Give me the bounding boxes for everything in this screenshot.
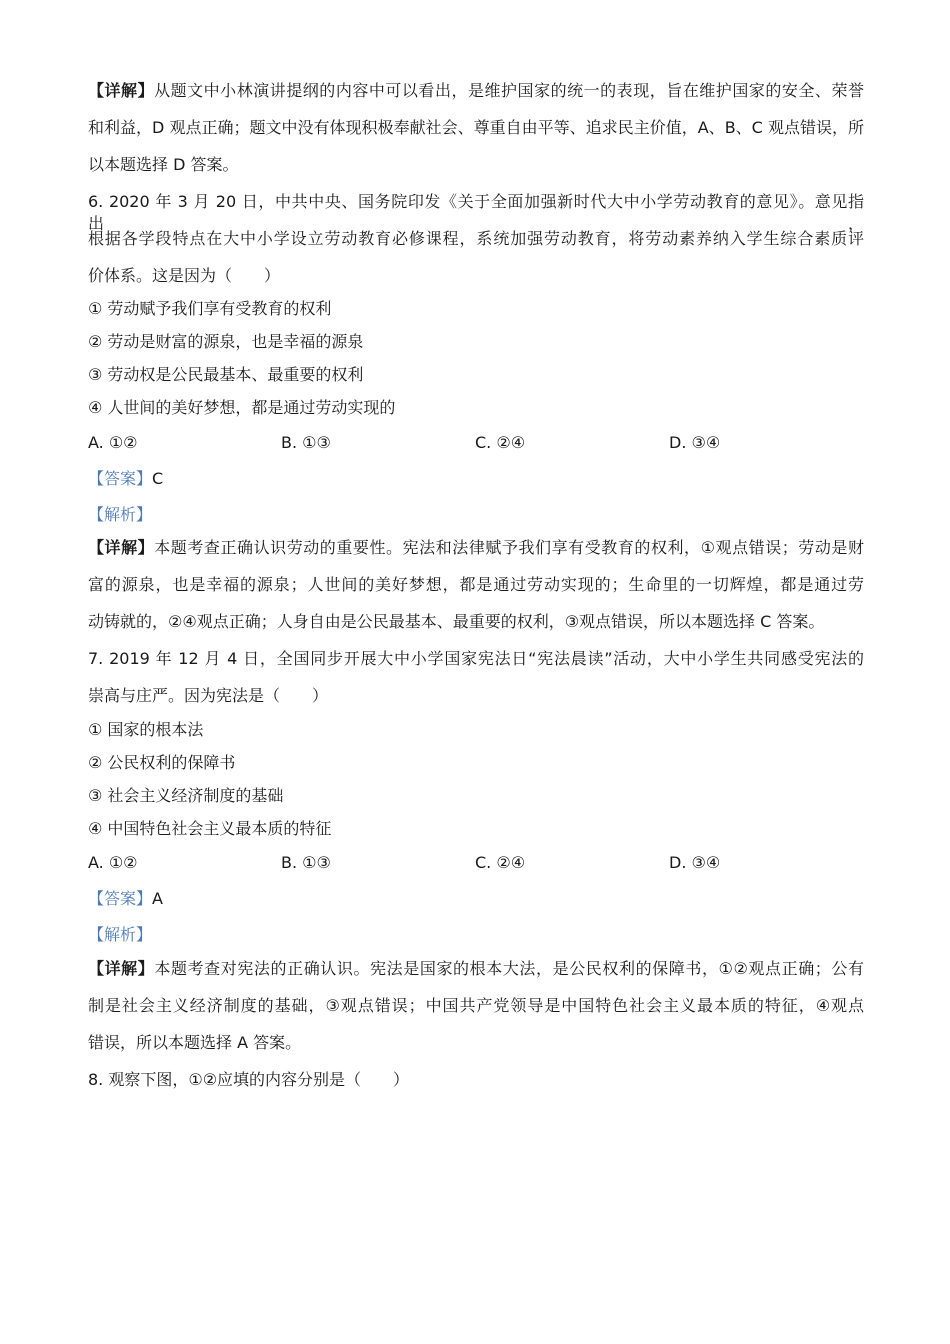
q7-option-c: C. ②④ xyxy=(475,853,526,872)
q6-detail-line-3: 动铸就的，②④观点正确；人身自由是公民最基本、最重要的权利，③观点错误，所以本题选择 C 答案。 xyxy=(88,612,825,631)
q7-detail-line-1: 【详解】本题考查对宪法的正确认识。宪法是国家的根本大法，是公民权利的保障书，①②观点正确；公有 xyxy=(88,959,864,978)
answer-tag: 【答案】 xyxy=(88,889,153,908)
q7-statement-4: ④ 中国特色社会主义最本质的特征 xyxy=(88,819,332,838)
q7-option-d: D. ③④ xyxy=(669,853,721,872)
q7-stem-line-1: 7. 2019 年 12 月 4 日，全国同步开展大中小学国家宪法日“宪法晨读”活动，大中小学生共同感受宪法的 xyxy=(88,649,864,668)
q5-detail-line-2: 和利益，D 观点正确；题文中没有体现积极奉献社会、尊重自由平等、追求民主价值，A、B、C 观点错误，所 xyxy=(88,118,864,137)
q7-answer xyxy=(88,888,163,910)
q7-stem-line-2: 崇高与庄严。因为宪法是（ ） xyxy=(88,686,329,705)
q6-option-d: D. ③④ xyxy=(669,433,721,452)
q7-statement-1: ① 国家的根本法 xyxy=(88,720,204,739)
q6-option-a: A. ①② xyxy=(88,433,138,452)
q7-option-b: B. ①③ xyxy=(281,853,331,872)
q6-answer xyxy=(88,468,163,490)
q7-statement-3: ③ 社会主义经济制度的基础 xyxy=(88,786,284,805)
q6-statement-2: ② 劳动是财富的源泉，也是幸福的源泉 xyxy=(88,332,364,351)
q5-detail-line-3: 以本题选择 D 答案。 xyxy=(88,155,239,174)
q7-statement-2: ② 公民权利的保障书 xyxy=(88,753,236,772)
q7-analysis-tag: 【解析】 xyxy=(88,925,153,944)
answer-value: A xyxy=(152,889,163,908)
detail-tag: 【详解】 xyxy=(88,81,155,100)
q5-detail-line-1: 【详解】从题文中小林演讲提纲的内容中可以看出，是维护国家的统一的表现，旨在维护国家的安全、荣誉 xyxy=(88,81,864,100)
q8-stem-line-1: 8. 观察下图，①②应填的内容分别是（ ） xyxy=(88,1070,410,1089)
answer-tag: 【答案】 xyxy=(88,469,153,488)
q6-option-b: B. ①③ xyxy=(281,433,331,452)
answer-value: C xyxy=(152,469,164,488)
q7-detail-line-2: 制是社会主义经济制度的基础，③观点错误；中国共产党领导是中国特色社会主义最本质的特征，④观点 xyxy=(88,996,864,1015)
q6-stem-line-2: 根据各学段特点在大中小学设立劳动教育必修课程，系统加强劳动教育，将劳动素养纳入学生综合素质评 xyxy=(88,229,864,248)
detail-tag: 【详解】 xyxy=(88,959,155,978)
q6-option-c: C. ②④ xyxy=(475,433,526,452)
q6-detail-line-2: 富的源泉，也是幸福的源泉；人世间的美好梦想，都是通过劳动实现的；生命里的一切辉煌，都是通过劳 xyxy=(88,575,864,594)
q6-statement-3: ③ 劳动权是公民最基本、最重要的权利 xyxy=(88,365,364,384)
detail-tag: 【详解】 xyxy=(88,538,155,557)
q7-detail-line-3: 错误，所以本题选择 A 答案。 xyxy=(88,1033,302,1052)
q6-detail-line-1: 【详解】本题考查正确认识劳动的重要性。宪法和法律赋予我们享有受教育的权利，①观点错误；劳动是财 xyxy=(88,538,864,557)
q6-stem-line-3: 价体系。这是因为（ ） xyxy=(88,266,281,285)
q6-statement-1: ① 劳动赋予我们享有受教育的权利 xyxy=(88,299,332,318)
q6-analysis-tag: 【解析】 xyxy=(88,505,153,524)
q6-stem-line-1: 6. 2020 年 3 月 20 日，中共中央、国务院印发《关于全面加强新时代大中小学劳动教育的意见》。意见指出， xyxy=(88,192,864,233)
q7-option-a: A. ①② xyxy=(88,853,138,872)
q6-statement-4: ④ 人世间的美好梦想，都是通过劳动实现的 xyxy=(88,398,396,417)
